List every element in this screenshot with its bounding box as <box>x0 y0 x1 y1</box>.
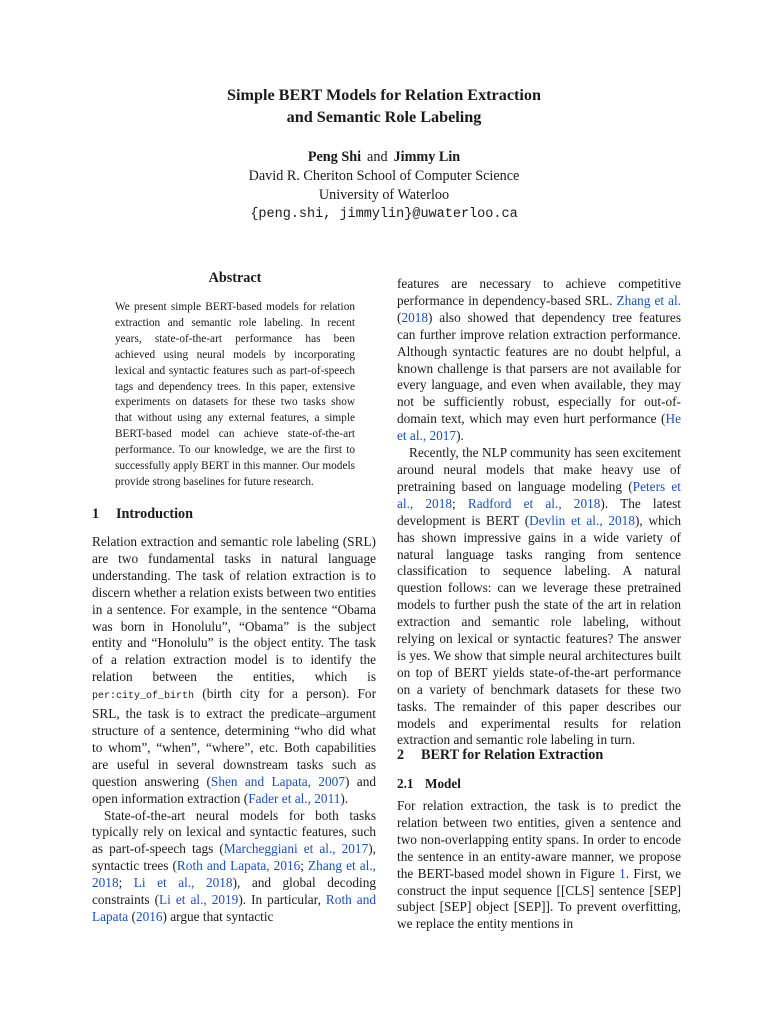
intro-p2-text-d: ; <box>118 875 134 891</box>
right-p2-text-c: ). The latest development is BERT ( <box>397 495 681 528</box>
token-sep-2: SEP <box>444 899 467 915</box>
model-p1-text-b: . First, we construct the input sequence [[ <box>397 865 681 898</box>
right-p1-text-d: ). <box>456 428 464 444</box>
author-email: {peng.shi, jimmylin}@uwaterloo.ca <box>250 207 518 222</box>
citation-devlin[interactable]: Devlin et al., 2018 <box>529 512 635 528</box>
figure-reference[interactable]: 1 <box>619 865 626 881</box>
intro-paragraph-1 <box>92 534 376 808</box>
affiliation-university: University of Waterloo <box>318 187 450 203</box>
intro-p1-text-b: (birth city for a person). For SRL, the task is to extract the predicate–argument structure of a sentence, determining “who did what to whom”, “when”, “where”, etc. Both capabilities are useful in several downstream tasks such as question answering ( <box>92 686 376 789</box>
subsection-2-1-title: Model <box>425 776 461 791</box>
citation-peters[interactable]: Peters et al., 2018 <box>397 478 681 511</box>
relation-label: per:city_of_birth <box>92 691 195 703</box>
model-p1-text-e: ] object [ <box>466 899 519 915</box>
section-1-title: Introduction <box>116 506 193 522</box>
intro-p2-text-f: ). In particular, <box>238 892 326 908</box>
right-paragraph-2 <box>397 445 681 749</box>
intro-p1-text-a: Relation extraction and semantic role labeling (SRL) are two fundamental tasks in natural language understanding. The task of relation extraction is to discern whether a relation exists between two entities in a sentence. For example, in the sentence “Obama was born in Honolulu”, “Obama” is the subject entity and “Honolulu” is the object entity. The task of a relation extraction model is to identify the relation between the entities, which is <box>92 534 376 685</box>
citation-zhang-author[interactable]: Zhang et al. <box>616 292 681 308</box>
right-column <box>397 276 681 749</box>
author-2: Jimmy Lin <box>393 149 461 165</box>
intro-p2-text-c: ; <box>300 858 309 874</box>
paper-title <box>0 84 768 128</box>
citation-zhang-year[interactable]: 2018 <box>401 309 429 325</box>
model-paragraph-1 <box>397 798 681 933</box>
citation-radford[interactable]: Radford et al., 2018 <box>467 495 601 511</box>
token-sep-1: SEP <box>653 882 677 898</box>
model-p1-text-d: ] subject [ <box>397 882 682 915</box>
author-block <box>0 148 768 224</box>
title-line-2: and Semantic Role Labeling <box>286 108 482 126</box>
author-names <box>0 148 768 167</box>
model-p1-text-f: ]]. To prevent overfitting, we replace the entity mentions in <box>397 899 681 932</box>
right-p2-text-b: ; <box>452 495 468 511</box>
intro-p1-text-c: ) and open information extraction ( <box>92 773 377 806</box>
intro-p2-text-b: ), syntactic trees ( <box>92 841 376 874</box>
author-1: Peng Shi <box>307 149 362 165</box>
token-sep-3: SEP <box>518 899 542 915</box>
citation-fader[interactable]: Fader et al., 2011 <box>248 790 341 806</box>
title-line-1: Simple BERT Models for Relation Extraction <box>226 86 542 104</box>
subsection-2-1-heading <box>397 776 461 792</box>
citation-marcheggiani[interactable]: Marcheggiani et al., 2017 <box>223 841 369 857</box>
right-p2-text-d: ), which has shown impressive gains in a wide variety of natural language tasks ranging from sentence classification to sequence labeling. A natural question follows: can we leverage these pretrained models to further push the state of the art in relation extraction and semantic role labeling, without relying on lexical or syntactic features? The answer is yes. We show that simple neural architectures built on top of BERT yields state-of-the-art performance on a variety of benchmark datasets for these two tasks. The remainder of this paper describes our models and experimental results for relation extraction and semantic role labeling in turn. <box>397 512 681 748</box>
section-1-heading <box>92 506 193 523</box>
section-1-number: 1 <box>92 506 100 522</box>
citation-roth-lapata-author[interactable]: Roth and Lapata <box>92 892 376 924</box>
author-and: and <box>367 149 388 165</box>
model-p1-text-c: ] sentence [ <box>589 882 654 898</box>
subsection-2-1-number: 2.1 <box>397 776 414 791</box>
citation-roth-lapata[interactable]: Roth and Lapata, 2016 <box>176 858 301 874</box>
citation-li-2019[interactable]: Li et al., 2019 <box>159 892 239 908</box>
citation-li-2018[interactable]: Li et al., 2018 <box>133 875 233 891</box>
intro-p1-text-d: ). <box>340 790 349 806</box>
citation-roth-lapata-year[interactable]: 2016 <box>135 908 163 924</box>
abstract-text: We present simple BERT-based models for relation extraction and semantic role labeling. In recent years, state-of-the-art performance has been achieved using neural models by incorporating lexical and syntactic features such as part-of-speech tags and dependency trees. In this paper, extensive experiments on datasets for these two tasks show that without using any external features, a simple BERT-based model can achieve state-of-the-art performance. To our knowledge, we are the first to successfully apply BERT in this manner. Our models provide strong baselines for future research. <box>115 301 355 488</box>
section-2-body <box>397 798 681 933</box>
intro-p2-text-h: ) argue that syntactic <box>162 908 274 924</box>
right-p1-text-c: ) also showed that dependency tree features can further improve relation extraction performance. Although syntactic features are no doubt helpful, a known challenge is that parsers are not available for every language, and even when available, they may not be sufficiently robust, especially for out-of-domain text, which may even hurt performance ( <box>397 309 681 427</box>
section-2-number: 2 <box>397 747 405 763</box>
token-cls: CLS <box>565 882 590 898</box>
citation-shen-lapata[interactable]: Shen and Lapata, 2007 <box>210 773 345 789</box>
right-p1-text-b: ( <box>397 309 402 325</box>
abstract-heading: Abstract <box>208 270 262 286</box>
intro-p2-text-g: ( <box>128 908 136 924</box>
intro-p2-text-e: ), and global decoding constraints ( <box>92 875 376 908</box>
affiliation-department: David R. Cheriton School of Computer Science <box>248 168 520 184</box>
section-2-heading <box>397 747 603 764</box>
model-p1-text-a: For relation extraction, the task is to predict the relation between two entities, given a sentence and two non-overlapping entity spans. In order to encode the sentence in an entity-aware manner, we propose the BERT-based model shown in Figure <box>397 798 681 881</box>
section-2-title: BERT for Relation Extraction <box>421 747 604 763</box>
right-p1-text-a: features are necessary to achieve competitive performance in dependency-based SRL. <box>397 276 681 308</box>
intro-p2-text-a: State-of-the-art neural models for both tasks typically rely on lexical and syntactic features, such as part-of-speech tags ( <box>92 807 376 857</box>
intro-paragraph-2 <box>92 808 376 926</box>
right-paragraph-1 <box>397 276 681 445</box>
right-p2-text-a: Recently, the NLP community has seen excitement around neural models that make heavy use of pretraining based on language modeling ( <box>397 445 681 494</box>
citation-zhang[interactable]: Zhang et al., 2018 <box>92 858 376 891</box>
left-column <box>92 534 376 926</box>
citation-he[interactable]: He et al., 2017 <box>397 411 681 444</box>
